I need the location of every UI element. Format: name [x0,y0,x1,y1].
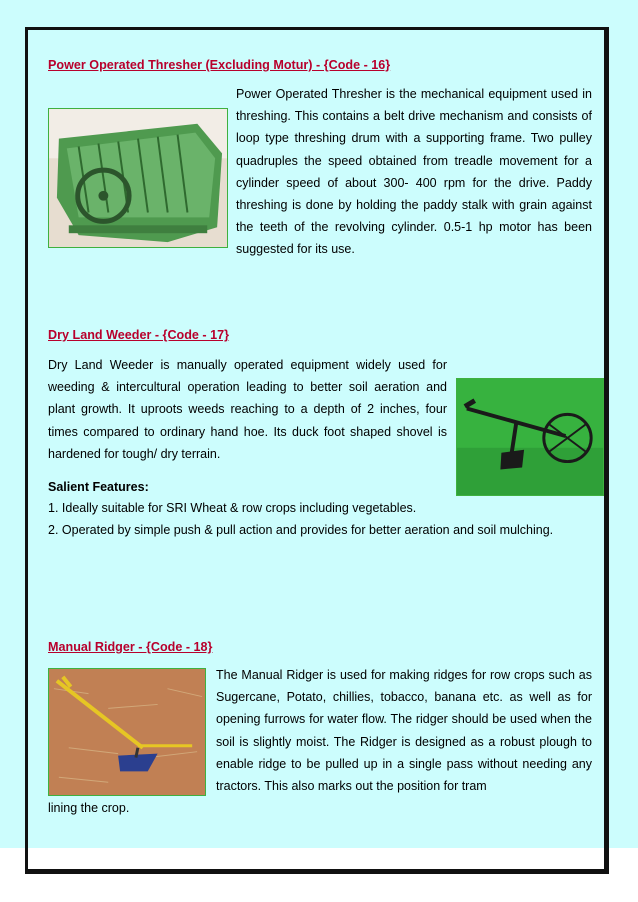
ridger-description: The Manual Ridger is used for making ridges for row crops such as Sugercane, Potato, chillies, tobacco, banana etc. as well as for opening furrows for water flow. The ridger should be used when the soil is slightly moist. The Ridger is designed as a robust plough to enable ridge to be pulled up in a single pass without needing any tractors. This also marks out the position for tram [216,668,592,794]
ridger-title: Manual Ridger - {Code - 18} [48,640,213,654]
weeder-description: Dry Land Weeder is manually operated equipment widely used for weeding & intercultural operation leading to better soil aeration and plant growth. It uproots weeds reaching to a depth of 2 inches, four times compared to ordinary hand hoe. Its duck foot shaped shovel is hardened for tough/ dry terrain. [48,358,447,461]
salient-features-list [48,497,553,541]
thresher-description: Power Operated Thresher is the mechanical equipment used in threshing. This contains a belt drive mechanism and consists of loop type threshing drum with a supporting frame. Two pulley quadruples the speed obtained from treadle movement for a cylinder speed of about 300- 400 rpm for the drive. Paddy threshing is done by holding the paddy stalk with grain against the teeth of the revolving cylinder. 0.5-1 hp motor has been suggested for its use. [236,87,592,257]
thresher-photo [48,108,228,248]
ridger-description-tail: lining the crop. [48,801,130,815]
ridger-photo [48,668,206,796]
thresher-title: Power Operated Thresher (Excluding Motur) - {Code - 16} [48,58,391,72]
list-item: 1. Ideally suitable for SRI Wheat & row crops including vegetables. [48,501,417,515]
weeder-photo [456,378,604,496]
list-item: 2. Operated by simple push & pull action and provides for better aeration and soil mulching. [48,523,554,537]
salient-features-heading: Salient Features: [48,480,149,494]
weeder-title: Dry Land Weeder - {Code - 17} [48,328,230,342]
